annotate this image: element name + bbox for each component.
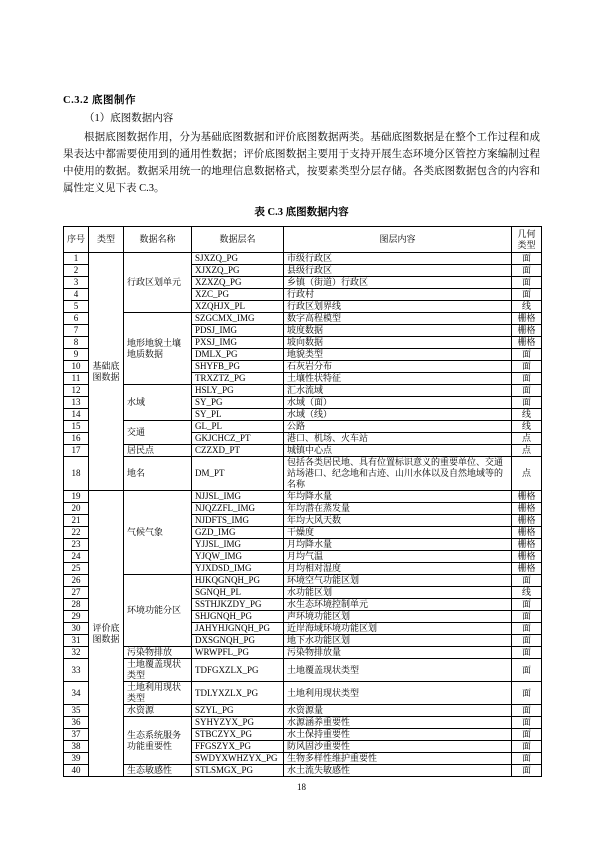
cell-geometry-type: 栅格 (512, 325, 542, 337)
cell-serial-number: 10 (64, 361, 89, 373)
cell-layer-name: DMLX_PG (192, 349, 284, 361)
cell-serial-number: 37 (64, 729, 89, 741)
table-row (64, 457, 542, 491)
cell-data-name: 水域 (124, 385, 192, 421)
table-row (64, 717, 542, 729)
column-header-geom: 几何类型 (512, 227, 542, 253)
section-heading: C.3.2 底图制作 (63, 95, 136, 106)
cell-serial-number: 22 (64, 527, 89, 539)
cell-geometry-type: 面 (512, 611, 542, 623)
cell-geometry-type: 栅格 (512, 563, 542, 575)
cell-layer-content: 水土流失敏感性 (284, 765, 512, 777)
cell-layer-content: 行政村 (284, 289, 512, 301)
cell-data-name: 气候气象 (124, 491, 192, 575)
column-header-content: 图层内容 (284, 227, 512, 253)
cell-geometry-type: 栅格 (512, 491, 542, 503)
cell-geometry-type: 线 (512, 587, 542, 599)
cell-layer-content: 年均降水量 (284, 491, 512, 503)
table-body (64, 253, 542, 777)
cell-serial-number: 33 (64, 659, 89, 682)
cell-data-name: 居民点 (124, 445, 192, 457)
cell-layer-content: 土壤性状特征 (284, 373, 512, 385)
cell-serial-number: 35 (64, 705, 89, 717)
cell-layer-name: JAHYHJGNQH_PG (192, 623, 284, 635)
cell-serial-number: 28 (64, 599, 89, 611)
cell-layer-name: SY_PL (192, 409, 284, 421)
cell-geometry-type: 面 (512, 599, 542, 611)
cell-layer-name: DXSGNQH_PG (192, 635, 284, 647)
cell-data-name: 行政区划单元 (124, 253, 192, 313)
cell-layer-content: 石灰岩分布 (284, 361, 512, 373)
cell-serial-number: 3 (64, 277, 89, 289)
cell-layer-content: 数字高程模型 (284, 313, 512, 325)
cell-layer-name: YJXDSD_IMG (192, 563, 284, 575)
cell-layer-content: 年均大风天数 (284, 515, 512, 527)
cell-serial-number: 8 (64, 337, 89, 349)
cell-geometry-type: 面 (512, 623, 542, 635)
cell-data-name: 污染物排放 (124, 647, 192, 659)
cell-layer-content: 城镇中心点 (284, 445, 512, 457)
cell-layer-content: 月均降水量 (284, 539, 512, 551)
cell-layer-name: SZGCMX_IMG (192, 313, 284, 325)
cell-layer-name: GZD_IMG (192, 527, 284, 539)
cell-layer-name: SHYFB_PG (192, 361, 284, 373)
cell-data-name: 生态系统服务功能重要性 (124, 717, 192, 765)
cell-layer-content: 月均相对湿度 (284, 563, 512, 575)
table-row (64, 253, 542, 265)
cell-layer-name: SY_PG (192, 397, 284, 409)
cell-serial-number: 32 (64, 647, 89, 659)
cell-geometry-type: 面 (512, 385, 542, 397)
cell-data-name: 生态敏感性 (124, 765, 192, 777)
cell-layer-content: 声环境功能区划 (284, 611, 512, 623)
cell-layer-name: TDLYXZLX_PG (192, 682, 284, 705)
cell-data-type: 评价底图数据 (89, 491, 124, 777)
cell-layer-content: 环境空气功能区划 (284, 575, 512, 587)
body-paragraph: 根据底图数据作用，分为基础底图数据和评价底图数据两类。基础底图数据是在整个工作过程和成果表达中都需要使用到的通用性数据；评价底图数据主要用于支持开展生态环境分区管控方案编制过程中使用的数据。数据采用统一的地理信息数据格式，按要素类型分层存储。各类底图数据包含的内容和属性定义见下表 C.3。 (63, 132, 540, 194)
table-row (64, 659, 542, 682)
cell-layer-name: XJXZQ_PG (192, 265, 284, 277)
cell-layer-name: FFGSZYX_PG (192, 741, 284, 753)
cell-geometry-type: 点 (512, 457, 542, 491)
page-number: 18 (297, 782, 306, 792)
cell-layer-content: 市级行政区 (284, 253, 512, 265)
cell-layer-content: 防风固沙重要性 (284, 741, 512, 753)
cell-geometry-type: 面 (512, 647, 542, 659)
cell-layer-content: 土地利用现状类型 (284, 682, 512, 705)
cell-layer-name: GKJCHCZ_PT (192, 433, 284, 445)
cell-geometry-type: 面 (512, 575, 542, 587)
cell-layer-name: SYHYZYX_PG (192, 717, 284, 729)
cell-serial-number: 1 (64, 253, 89, 265)
cell-layer-content: 坡向数据 (284, 337, 512, 349)
cell-geometry-type: 面 (512, 741, 542, 753)
cell-geometry-type: 面 (512, 361, 542, 373)
cell-data-name: 土地覆盖现状类型 (124, 659, 192, 682)
cell-geometry-type: 栅格 (512, 539, 542, 551)
cell-data-name: 环境功能分区 (124, 575, 192, 647)
cell-serial-number: 38 (64, 741, 89, 753)
cell-serial-number: 23 (64, 539, 89, 551)
cell-layer-content: 生物多样性维护重要性 (284, 753, 512, 765)
cell-layer-name: SZYL_PG (192, 705, 284, 717)
cell-serial-number: 19 (64, 491, 89, 503)
cell-layer-name: XZQHJX_PL (192, 301, 284, 313)
cell-layer-name: XZC_PG (192, 289, 284, 301)
cell-data-name: 水资源 (124, 705, 192, 717)
cell-geometry-type: 面 (512, 659, 542, 682)
cell-layer-content: 近岸海域环境功能区划 (284, 623, 512, 635)
cell-serial-number: 17 (64, 445, 89, 457)
cell-layer-name: SHJGNQH_PG (192, 611, 284, 623)
cell-geometry-type: 栅格 (512, 515, 542, 527)
cell-layer-name: NJDFTS_IMG (192, 515, 284, 527)
cell-geometry-type: 面 (512, 682, 542, 705)
cell-layer-content: 乡镇（街道）行政区 (284, 277, 512, 289)
cell-layer-name: PXSJ_IMG (192, 337, 284, 349)
column-header-layer: 数据层名 (192, 227, 284, 253)
cell-serial-number: 29 (64, 611, 89, 623)
cell-serial-number: 11 (64, 373, 89, 385)
cell-layer-content: 港口、机场、火车站 (284, 433, 512, 445)
cell-layer-content: 土地覆盖现状类型 (284, 659, 512, 682)
cell-serial-number: 12 (64, 385, 89, 397)
cell-geometry-type: 栅格 (512, 551, 542, 563)
cell-data-name: 土地利用现状类型 (124, 682, 192, 705)
cell-geometry-type: 面 (512, 373, 542, 385)
table-header (64, 227, 542, 253)
cell-layer-name: PDSJ_IMG (192, 325, 284, 337)
cell-layer-name: YJQW_IMG (192, 551, 284, 563)
table-row (64, 705, 542, 717)
cell-layer-name: SSTHJKZDY_PG (192, 599, 284, 611)
cell-serial-number: 14 (64, 409, 89, 421)
column-header-name: 数据名称 (124, 227, 192, 253)
cell-serial-number: 40 (64, 765, 89, 777)
cell-serial-number: 26 (64, 575, 89, 587)
cell-geometry-type: 面 (512, 289, 542, 301)
cell-layer-content: 干燥度 (284, 527, 512, 539)
cell-layer-name: CZZXD_PT (192, 445, 284, 457)
cell-serial-number: 30 (64, 623, 89, 635)
cell-layer-content: 地貌类型 (284, 349, 512, 361)
cell-layer-name: NJQZZFL_IMG (192, 503, 284, 515)
cell-serial-number: 5 (64, 301, 89, 313)
cell-layer-name: SWDYXWHZYX_PG (192, 753, 284, 765)
cell-layer-name: YJJSL_IMG (192, 539, 284, 551)
cell-data-name: 地名 (124, 457, 192, 491)
cell-serial-number: 16 (64, 433, 89, 445)
cell-serial-number: 31 (64, 635, 89, 647)
cell-layer-name: SGNQH_PL (192, 587, 284, 599)
cell-data-name: 交通 (124, 421, 192, 445)
cell-serial-number: 15 (64, 421, 89, 433)
cell-layer-name: TRXZTZ_PG (192, 373, 284, 385)
cell-geometry-type: 点 (512, 433, 542, 445)
cell-serial-number: 25 (64, 563, 89, 575)
cell-geometry-type: 面 (512, 265, 542, 277)
cell-geometry-type: 面 (512, 397, 542, 409)
cell-layer-name: DM_PT (192, 457, 284, 491)
cell-layer-name: HSLY_PG (192, 385, 284, 397)
table-row (64, 647, 542, 659)
cell-layer-name: XZXZQ_PG (192, 277, 284, 289)
table-header-row (64, 227, 542, 253)
cell-geometry-type: 面 (512, 729, 542, 741)
table-row (64, 682, 542, 705)
table-row (64, 385, 542, 397)
cell-layer-name: WRWPFL_PG (192, 647, 284, 659)
cell-serial-number: 24 (64, 551, 89, 563)
cell-serial-number: 7 (64, 325, 89, 337)
cell-layer-content: 水功能区划 (284, 587, 512, 599)
cell-serial-number: 21 (64, 515, 89, 527)
cell-layer-name: HJKQGNQH_PG (192, 575, 284, 587)
table-title: 表 C.3 底图数据内容 (254, 207, 349, 218)
cell-geometry-type: 线 (512, 301, 542, 313)
cell-layer-content: 水域（线） (284, 409, 512, 421)
column-header-no: 序号 (64, 227, 89, 253)
cell-layer-content: 汇水流域 (284, 385, 512, 397)
cell-geometry-type: 栅格 (512, 527, 542, 539)
cell-layer-name: GL_PL (192, 421, 284, 433)
cell-layer-content: 水资源量 (284, 705, 512, 717)
cell-geometry-type: 面 (512, 765, 542, 777)
cell-geometry-type: 点 (512, 445, 542, 457)
table-row (64, 765, 542, 777)
cell-layer-content: 污染物排放量 (284, 647, 512, 659)
cell-layer-content: 公路 (284, 421, 512, 433)
cell-geometry-type: 面 (512, 753, 542, 765)
cell-layer-content: 月均气温 (284, 551, 512, 563)
cell-serial-number: 27 (64, 587, 89, 599)
cell-serial-number: 9 (64, 349, 89, 361)
cell-layer-content: 包括各类居民地、具有位置标识意义的重要单位、交通站场港口、纪念地和古迹、山川水体以及自然地域等的名称 (284, 457, 512, 491)
cell-layer-name: NJJSL_IMG (192, 491, 284, 503)
cell-serial-number: 20 (64, 503, 89, 515)
table-row (64, 313, 542, 325)
cell-serial-number: 6 (64, 313, 89, 325)
cell-geometry-type: 面 (512, 717, 542, 729)
cell-serial-number: 18 (64, 457, 89, 491)
cell-geometry-type: 线 (512, 409, 542, 421)
cell-geometry-type: 面 (512, 253, 542, 265)
cell-serial-number: 4 (64, 289, 89, 301)
cell-geometry-type: 面 (512, 349, 542, 361)
cell-serial-number: 2 (64, 265, 89, 277)
cell-layer-name: TDFGXZLX_PG (192, 659, 284, 682)
table-row (64, 491, 542, 503)
column-header-type: 类型 (89, 227, 124, 253)
cell-geometry-type: 栅格 (512, 337, 542, 349)
cell-layer-content: 县级行政区 (284, 265, 512, 277)
cell-serial-number: 13 (64, 397, 89, 409)
cell-geometry-type: 面 (512, 635, 542, 647)
cell-layer-name: STBCZYX_PG (192, 729, 284, 741)
table-row (64, 421, 542, 433)
cell-serial-number: 34 (64, 682, 89, 705)
cell-geometry-type: 面 (512, 277, 542, 289)
cell-layer-content: 水土保持重要性 (284, 729, 512, 741)
table-row (64, 575, 542, 587)
cell-layer-content: 坡度数据 (284, 325, 512, 337)
cell-layer-content: 行政区划界线 (284, 301, 512, 313)
cell-geometry-type: 栅格 (512, 313, 542, 325)
cell-geometry-type: 栅格 (512, 503, 542, 515)
cell-layer-content: 年均潜在蒸发量 (284, 503, 512, 515)
cell-geometry-type: 线 (512, 421, 542, 433)
base-map-data-table (63, 226, 542, 777)
cell-layer-content: 水域（面） (284, 397, 512, 409)
cell-layer-content: 地下水功能区划 (284, 635, 512, 647)
cell-layer-content: 水生态环境控制单元 (284, 599, 512, 611)
cell-data-name: 地形地貌土壤地质数据 (124, 313, 192, 385)
table-row (64, 445, 542, 457)
cell-layer-content: 水源涵养重要性 (284, 717, 512, 729)
sub-heading: （1）底图数据内容 (84, 113, 174, 124)
cell-layer-name: STLSMGX_PG (192, 765, 284, 777)
cell-geometry-type: 面 (512, 705, 542, 717)
cell-serial-number: 36 (64, 717, 89, 729)
cell-data-type: 基础底图数据 (89, 253, 124, 491)
cell-serial-number: 39 (64, 753, 89, 765)
cell-layer-name: SJXZQ_PG (192, 253, 284, 265)
